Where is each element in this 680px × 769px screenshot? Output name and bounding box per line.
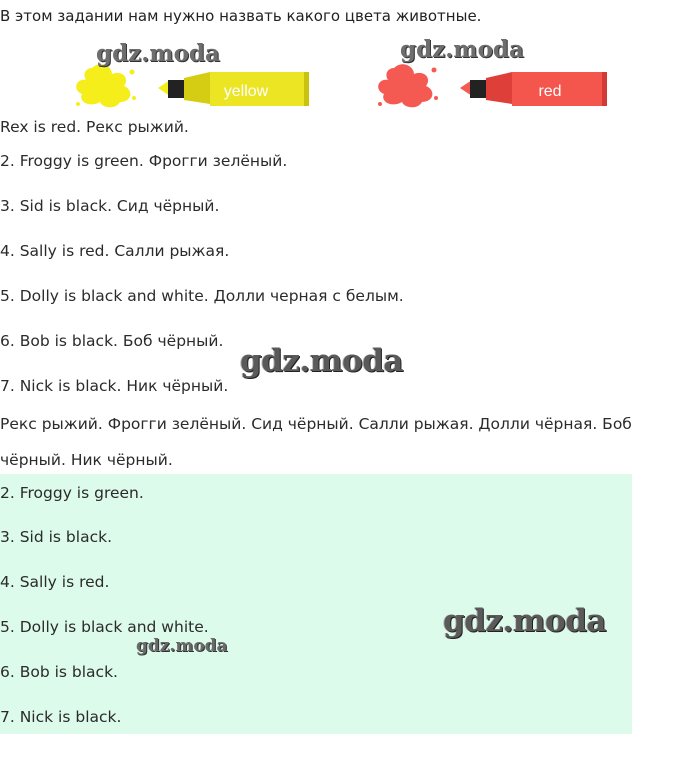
line-1: Rex is red. Рекс рыжий. xyxy=(0,118,189,136)
answer-7: 7. Nick is black. xyxy=(0,708,122,726)
answer-3: 3. Sid is black. xyxy=(0,528,113,546)
line-5: 5. Dolly is black and white. Долли черная с белым. xyxy=(0,287,404,305)
answer-4: 4. Sally is red. xyxy=(0,573,110,591)
red-highlighter-icon xyxy=(372,58,612,112)
line-3: 3. Sid is black. Сид чёрный. xyxy=(0,197,220,215)
red-paint-splash xyxy=(378,64,432,107)
red-marker-label: red xyxy=(538,83,562,100)
line-2: 2. Froggy is green. Фрогги зелёный. xyxy=(0,152,288,170)
line-4: 4. Sally is red. Салли рыжая. xyxy=(0,242,230,260)
watermark: gdz.moda xyxy=(96,40,220,67)
line-6: 6. Bob is black. Боб чёрный. xyxy=(0,332,224,350)
line-7: 7. Nick is black. Ник чёрный. xyxy=(0,377,229,395)
watermark: gdz.moda xyxy=(400,36,524,63)
answer-5: 5. Dolly is black and white. xyxy=(0,618,209,636)
watermark: gdz.moda xyxy=(443,603,606,639)
watermark: gdz.moda xyxy=(136,636,228,656)
translation-paragraph: Рекс рыжий. Фрогги зелёный. Сид чёрный. Салли рыжая. Долли чёрная. Боб чёрный. Ник чёрный. xyxy=(0,415,632,469)
yellow-paint-splash xyxy=(76,64,130,107)
yellow-marker-label: yellow xyxy=(223,83,269,100)
intro-text: В этом задании нам нужно назвать какого цвета животные. xyxy=(0,7,482,25)
answer-6: 6. Bob is black. xyxy=(0,663,118,681)
watermark: gdz.moda xyxy=(240,343,403,379)
answer-2: 2. Froggy is green. xyxy=(0,484,144,502)
